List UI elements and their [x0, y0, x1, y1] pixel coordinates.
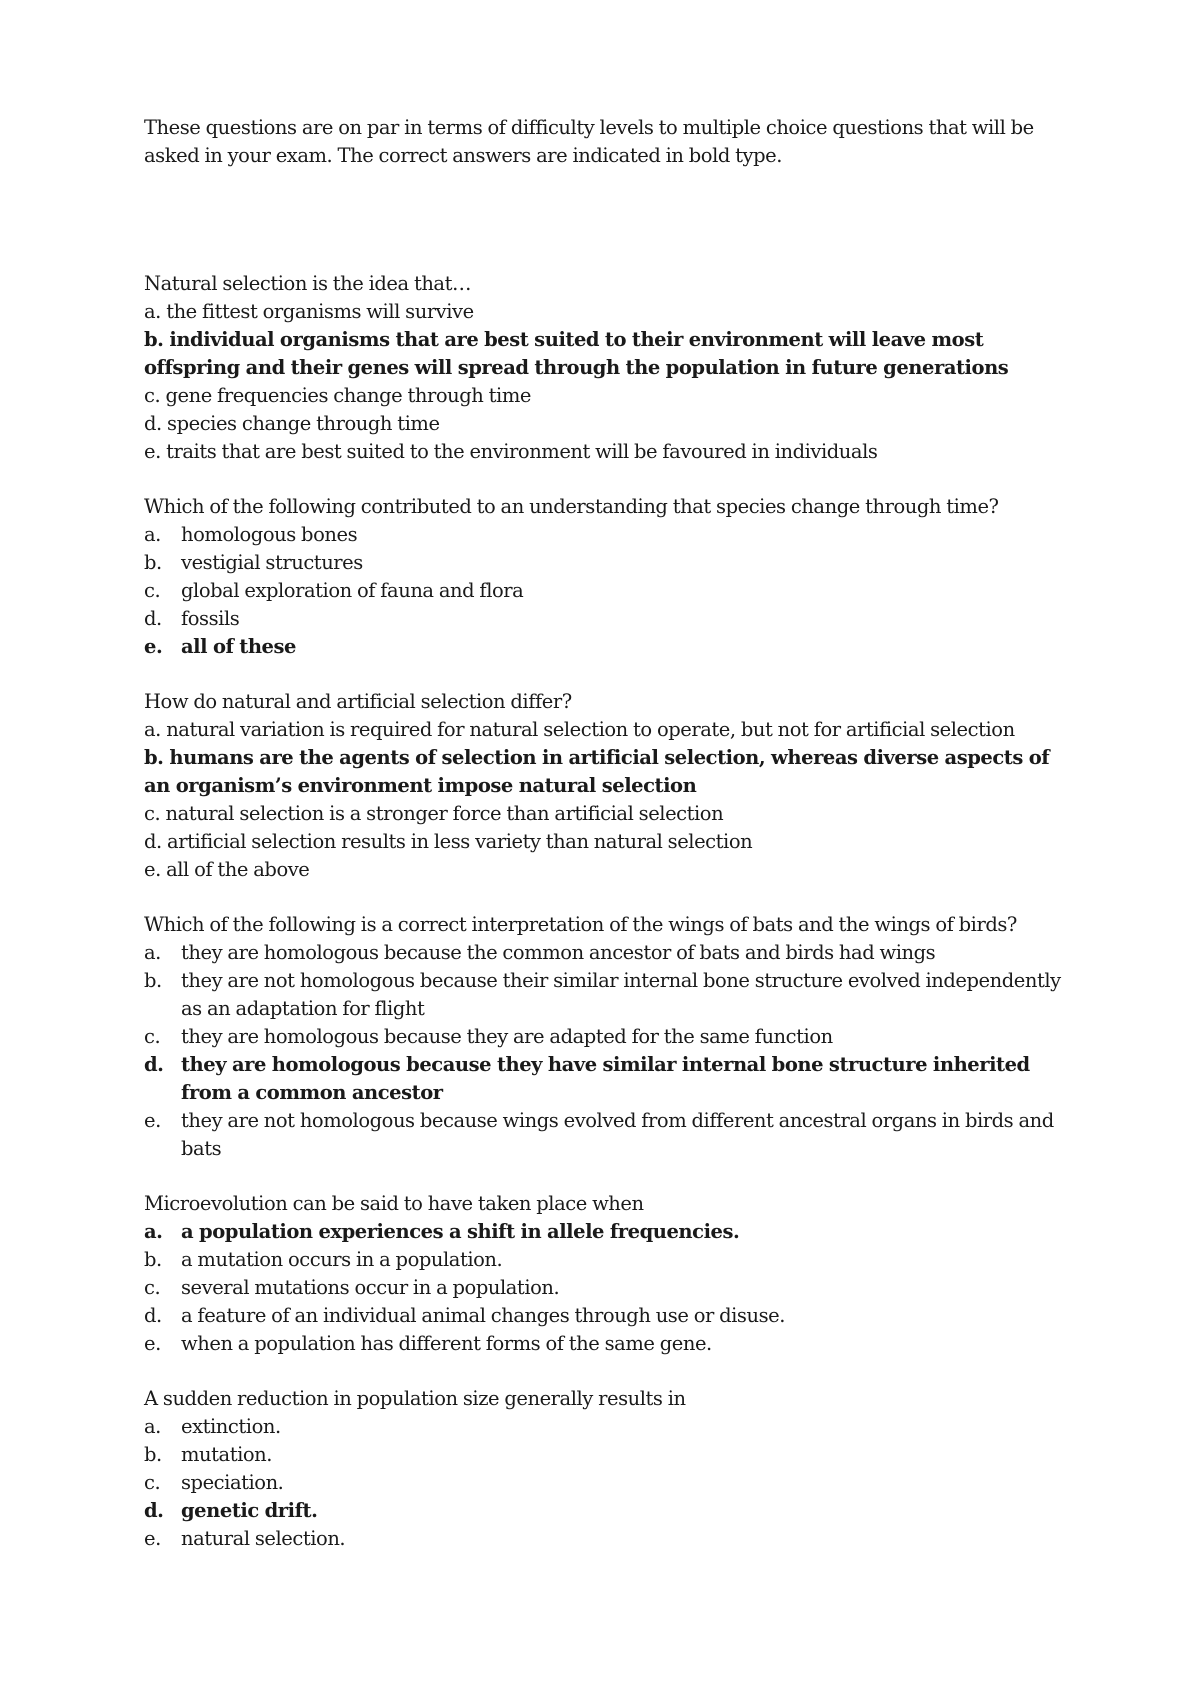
- question-text: A sudden reduction in population size generally results in: [144, 1387, 686, 1410]
- correct-answer-option: [144, 1497, 1064, 1525]
- option-text: a population experiences a shift in allele frequencies.: [181, 1220, 740, 1243]
- option-text: mutation.: [181, 1443, 273, 1466]
- option-letter: c.: [144, 1025, 161, 1048]
- intro-paragraph: These questions are on par in terms of difficulty levels to multiple choice questions that will be asked in your exam. The correct answers are indicated in bold type.: [144, 116, 1034, 167]
- option-letter: c.: [144, 579, 161, 602]
- option-text: they are homologous because they have similar internal bone structure inherited from a common ancestor: [181, 1053, 1030, 1104]
- answer-options: [144, 1218, 1064, 1358]
- answer-option: [144, 1525, 1064, 1553]
- option-text: the fittest organisms will survive: [166, 300, 474, 323]
- correct-answer-option: [144, 1218, 1064, 1246]
- answer-option: [144, 549, 1064, 577]
- option-letter: b.: [144, 1443, 162, 1466]
- answer-option: [144, 1107, 1064, 1163]
- option-letter: d.: [144, 412, 162, 435]
- correct-answer-option: [144, 633, 1064, 661]
- answer-options: [144, 716, 1064, 884]
- answer-option: [144, 1302, 1064, 1330]
- question-block: [144, 1190, 1064, 1358]
- option-text: speciation.: [181, 1471, 284, 1494]
- answer-option: [144, 716, 1064, 744]
- option-letter: d.: [144, 1499, 164, 1522]
- option-text: vestigial structures: [181, 551, 363, 574]
- question-text: How do natural and artificial selection differ?: [144, 690, 572, 713]
- option-letter: b.: [144, 551, 162, 574]
- answer-option: [144, 856, 1064, 884]
- option-text: species change through time: [167, 412, 440, 435]
- option-letter: a.: [144, 941, 161, 964]
- option-text: natural selection is a stronger force than artificial selection: [165, 802, 724, 825]
- option-letter: c.: [144, 802, 161, 825]
- option-letter: e.: [144, 440, 161, 463]
- option-text: gene frequencies change through time: [165, 384, 531, 407]
- option-letter: a.: [144, 1415, 161, 1438]
- answer-option: [144, 1469, 1064, 1497]
- question-block: [144, 1385, 1064, 1553]
- answer-option: [144, 1023, 1064, 1051]
- option-letter: a.: [144, 300, 161, 323]
- option-letter: c.: [144, 1276, 161, 1299]
- option-letter: e.: [144, 858, 161, 881]
- option-letter: a.: [144, 523, 161, 546]
- option-text: a feature of an individual animal changes through use or disuse.: [181, 1304, 785, 1327]
- option-letter: b.: [144, 969, 162, 992]
- option-letter: e.: [144, 1332, 161, 1355]
- answer-option: [144, 967, 1064, 1023]
- option-letter: b.: [144, 328, 164, 351]
- answer-option: [144, 438, 1064, 466]
- question-text: Which of the following contributed to an understanding that species change through time?: [144, 495, 999, 518]
- option-text: when a population has different forms of the same gene.: [181, 1332, 712, 1355]
- document-body: [144, 114, 1064, 1580]
- answer-option: [144, 605, 1064, 633]
- option-text: fossils: [181, 607, 240, 630]
- option-text: artificial selection results in less variety than natural selection: [167, 830, 753, 853]
- option-letter: a.: [144, 1220, 163, 1243]
- question-block: [144, 270, 1064, 466]
- option-letter: d.: [144, 607, 162, 630]
- option-text: they are homologous because they are adapted for the same function: [181, 1025, 833, 1048]
- option-letter: b.: [144, 1248, 162, 1271]
- option-text: humans are the agents of selection in artificial selection, whereas diverse aspects of an organism’s environment impose natural selection: [144, 746, 1050, 797]
- answer-option: [144, 828, 1064, 856]
- option-text: homologous bones: [181, 523, 358, 546]
- option-text: a mutation occurs in a population.: [181, 1248, 503, 1271]
- answer-option: [144, 939, 1064, 967]
- answer-options: [144, 521, 1064, 661]
- option-text: all of these: [181, 635, 296, 658]
- option-letter: e.: [144, 635, 163, 658]
- question-list: [144, 270, 1064, 1553]
- question-text: Microevolution can be said to have taken place when: [144, 1192, 644, 1215]
- answer-option: [144, 1330, 1064, 1358]
- option-text: they are not homologous because their similar internal bone structure evolved independently as an adaptation for flight: [181, 969, 1061, 1020]
- answer-option: [144, 410, 1064, 438]
- answer-option: [144, 800, 1064, 828]
- option-letter: e.: [144, 1527, 161, 1550]
- option-letter: c.: [144, 384, 161, 407]
- answer-option: [144, 298, 1064, 326]
- question-block: [144, 911, 1064, 1163]
- option-text: extinction.: [181, 1415, 281, 1438]
- question-block: [144, 688, 1064, 884]
- option-text: they are not homologous because wings evolved from different ancestral organs in birds and bats: [181, 1109, 1054, 1160]
- option-text: traits that are best suited to the environment will be favoured in individuals: [166, 440, 878, 463]
- option-letter: a.: [144, 718, 161, 741]
- question-text: Which of the following is a correct interpretation of the wings of bats and the wings of birds?: [144, 913, 1017, 936]
- answer-options: [144, 298, 1064, 466]
- option-letter: d.: [144, 1053, 164, 1076]
- answer-option: [144, 1413, 1064, 1441]
- answer-option: [144, 1274, 1064, 1302]
- question-block: [144, 493, 1064, 661]
- answer-option: [144, 382, 1064, 410]
- option-letter: d.: [144, 830, 162, 853]
- correct-answer-option: [144, 744, 1064, 800]
- option-text: several mutations occur in a population.: [181, 1276, 560, 1299]
- option-letter: d.: [144, 1304, 162, 1327]
- question-text: Natural selection is the idea that…: [144, 272, 472, 295]
- option-letter: b.: [144, 746, 164, 769]
- correct-answer-option: [144, 326, 1064, 382]
- answer-option: [144, 1441, 1064, 1469]
- option-text: natural variation is required for natural selection to operate, but not for artificial selection: [166, 718, 1015, 741]
- option-text: genetic drift.: [181, 1499, 318, 1522]
- option-text: natural selection.: [181, 1527, 346, 1550]
- answer-options: [144, 939, 1064, 1163]
- option-text: global exploration of fauna and flora: [181, 579, 524, 602]
- answer-option: [144, 1246, 1064, 1274]
- answer-option: [144, 577, 1064, 605]
- answer-option: [144, 521, 1064, 549]
- correct-answer-option: [144, 1051, 1064, 1107]
- answer-options: [144, 1413, 1064, 1553]
- option-text: all of the above: [166, 858, 310, 881]
- option-text: individual organisms that are best suited to their environment will leave most offspring and their genes will spread through the population in future generations: [144, 328, 1009, 379]
- option-letter: e.: [144, 1109, 161, 1132]
- option-text: they are homologous because the common ancestor of bats and birds had wings: [181, 941, 936, 964]
- option-letter: c.: [144, 1471, 161, 1494]
